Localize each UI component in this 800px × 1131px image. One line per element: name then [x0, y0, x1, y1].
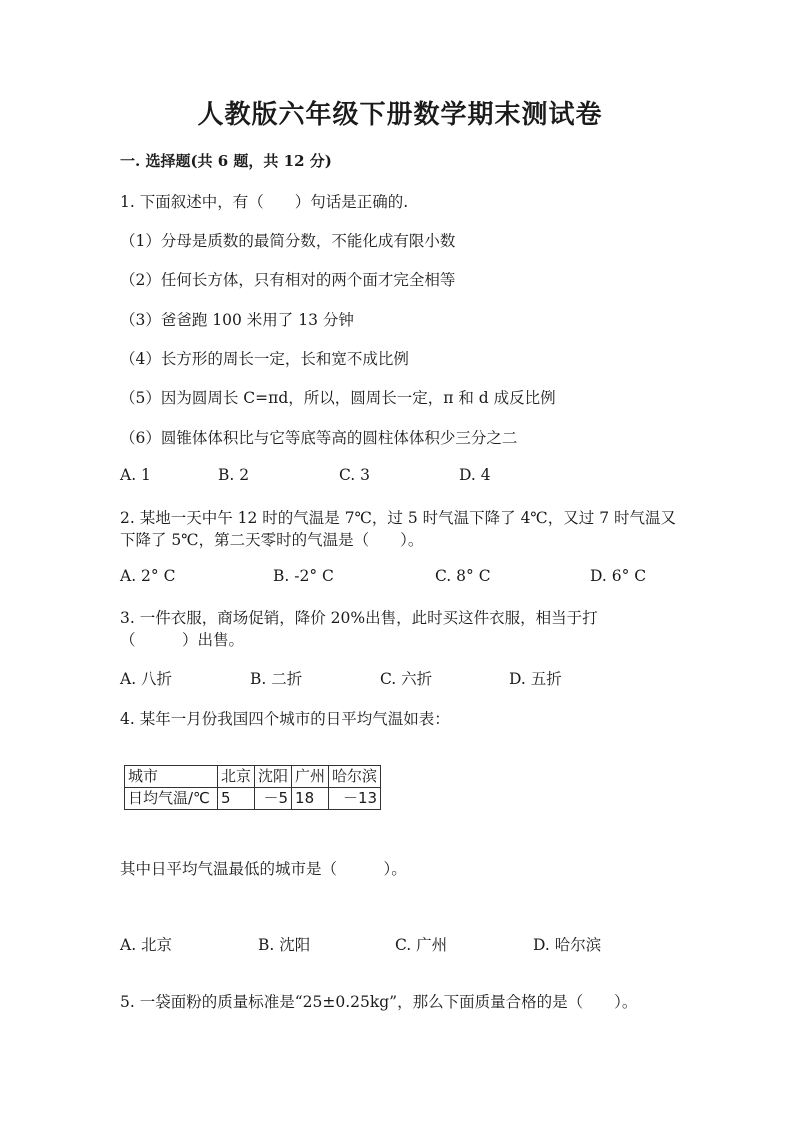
q1-statement-5: （5）因为圆周长 C=πd，所以，圆周长一定，π 和 d 成反比例	[120, 389, 556, 407]
q4-option-d: D. 哈尔滨	[533, 936, 602, 954]
page-title: 人教版六年级下册数学期末测试卷	[197, 100, 603, 130]
q1-statement-2: （2）任何长方体，只有相对的两个面才完全相等	[120, 271, 456, 289]
table-cell: 沈阳	[255, 766, 292, 788]
q3-option-c: C. 六折	[380, 670, 433, 688]
table-cell: 城市	[125, 766, 218, 788]
table-cell: －5	[255, 788, 292, 810]
table-cell: 哈尔滨	[329, 766, 381, 788]
table-cell: 18	[292, 788, 329, 810]
table-cell: －13	[329, 788, 381, 810]
q4-option-a: A. 北京	[120, 936, 173, 954]
question-4-prompt: 其中日平均气温最低的城市是（ ）。	[120, 860, 407, 878]
question-2-stem-line1: 2. 某地一天中午 12 时的气温是 7℃，过 5 时气温下降了 4℃，又过 7 时气温又	[120, 509, 676, 527]
city-temperature-table	[124, 765, 381, 810]
q1-statement-6: （6）圆锥体体积比与它等底等高的圆柱体体积少三分之二	[120, 429, 518, 447]
q2-option-b: B. -2° C	[273, 567, 334, 585]
q1-option-d: D. 4	[459, 466, 491, 484]
table-cell: 5	[218, 788, 255, 810]
table-row	[125, 788, 381, 810]
question-3-stem-line2: （ ）出售。	[120, 631, 245, 649]
q3-option-b: B. 二折	[250, 670, 303, 688]
question-4-stem: 4. 某年一月份我国四个城市的日平均气温如表：	[120, 710, 450, 728]
question-2-stem-line2: 下降了 5℃，第二天零时的气温是（ ）。	[120, 531, 424, 549]
q4-option-b: B. 沈阳	[258, 936, 311, 954]
q1-option-c: C. 3	[339, 466, 371, 484]
q1-option-b: B. 2	[218, 466, 250, 484]
q1-statement-3: （3）爸爸跑 100 米用了 13 分钟	[120, 311, 354, 329]
table-cell: 北京	[218, 766, 255, 788]
q1-option-a: A. 1	[120, 466, 151, 484]
q1-statement-1: （1）分母是质数的最简分数，不能化成有限小数	[120, 232, 456, 250]
question-1-stem: 1. 下面叙述中，有（ ）句话是正确的.	[120, 193, 409, 211]
table-cell: 日均气温/℃	[125, 788, 218, 810]
q2-option-d: D. 6° C	[590, 567, 647, 585]
q2-option-c: C. 8° C	[435, 567, 491, 585]
q3-option-d: D. 五折	[509, 670, 562, 688]
q2-option-a: A. 2° C	[120, 567, 176, 585]
q3-option-a: A. 八折	[120, 670, 173, 688]
section-heading: 一. 选择题(共 6 题，共 12 分)	[120, 152, 332, 170]
q1-statement-4: （4）长方形的周长一定，长和宽不成比例	[120, 350, 409, 368]
q4-option-c: C. 广州	[395, 936, 448, 954]
table-header-row	[125, 766, 381, 788]
table-cell: 广州	[292, 766, 329, 788]
question-3-stem-line1: 3. 一件衣服，商场促销，降价 20%出售，此时买这件衣服，相当于打	[120, 609, 598, 627]
question-5-stem: 5. 一袋面粉的质量标准是“25±0.25kg”，那么下面质量合格的是（ ）。	[120, 993, 638, 1011]
